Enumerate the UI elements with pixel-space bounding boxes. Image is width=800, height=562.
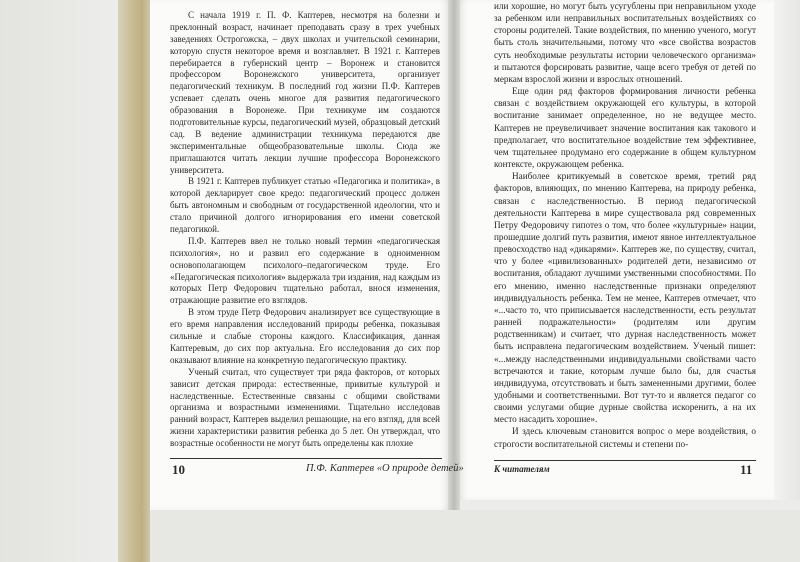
scan-right-margin [774,0,800,500]
left-page-text [170,10,440,450]
scan-left-shadow [0,0,130,562]
book-cover-edge [118,0,152,562]
right-paragraph-4: И здесь ключевым становится вопрос о мере воздействия, о строгости воспитательной системы и степени по- [494,426,756,449]
right-section-label: К читателям [494,464,550,474]
right-paragraph-1: или хорошие, но могут быть усугублены при неправильном уходе за ребенком или неправильных воспитательных воздействиях со стороны родителей. Такие воздействия, по мнению ученого, могут быть столь значительными, потому что «все свойства возрастов суть необходимые результаты истории человеческого организма» и пытаются форсировать развитие, чаще всего требуя от детей по меркам взрослой жизни и взрослых отношений. [494,1,756,84]
left-running-footer: П.Ф. Каптерев «О природе детей» [306,463,464,474]
right-paragraph-2: Еще один ряд факторов формирования личности ребенка связан с воздействием окружающей его культуры, в которой воспитание занимает определенное, но не ведущее место. Каптерев не преувеличивает значение воспитания как такового и предполагает, что воспитательное воздействие тем эффективнее, чем тщательнее продумано его содержание в общем культурном контексте, окружающем ребенка. [494,86,756,170]
left-paragraph-4: В этом труде Петр Федорович анализирует все существующие в его время направления исследований природы ребенка, показывая сильные и слабые стороны каждого. Классификация, данная Каптеревым, до сих пор актуальна. Его исследования до сих пор оказывают влияние на конкретную педагогическую практику. [170,307,440,365]
right-page-text [494,0,756,450]
left-paragraph-5: Ученый считал, что существует три ряда факторов, от которых зависит детская природа: естественные, привитые культурой и наследственные. Естественные связаны с общими свойствами организма и возрастными изменениями. Тщательно исследовав ранний возраст, Каптерев выделил решающие, на его взгляд, для всей жизни характеристики развития ребенка до 5 лет. Он утверждал, что возрастные особенности не могут быть определены как плохие [170,366,440,449]
right-page-number: 11 [740,462,753,477]
left-page-number: 10 [172,462,185,477]
left-paragraph-3: П.Ф. Каптерев ввел не только новый термин «педагогическая психология», но и развил его содержание в одноименном основополагающем психолого–педагогическом труде. Его «Педагогическая психология» выдержала три издания, над каждым из которых Петр Федорович тщательно работал, внося изменения, отражающие развитие его взглядов. [170,235,440,306]
scan-bottom-area [150,510,800,562]
left-footer-rule [170,458,442,459]
left-paragraph-2: В 1921 г. Каптерев публикует статью «Педагогика и политика», в которой декларирует свое кредо: педагогический процесс должен быть автономным и свободным от государственной идеологии, что и стало причиной долгого игнорирования его имени советской педагогикой. [170,176,440,235]
right-footer-rule [494,460,756,461]
book-gutter [448,0,460,512]
left-paragraph-1: С начала 1919 г. П. Ф. Каптерев, несмотря на болезни и преклонный возраст, начинает преподавать сразу в трех учебных заведениях Острогожска, – двух школах и учительской семинарии, которую спустя некоторое время и возглавляет. В 1921 г. Каптерев перебирается в губернский центр – Воронеж и становится профессором Воронежского университета, организует педагогический техникум. В последний год жизни П.Ф. Каптерев успевает сделать очень многое для развития педагогического образования в Воронеже. При техникуме им создаются подготовительные курсы, педагогический музей, образцовый детский сад. В ведение администрации техникума передаются две экспериментальные общеобразовательные школы. Сюда же приглашаются читать лекции лучшие профессора Воронежского университета. [170,10,440,175]
right-paragraph-3: Наиболее критикуемый в советское время, третий ряд факторов, влияющих, по мнению Каптерева, на природу ребенка, связан с наследственностью. В период педагогической деятельности Каптерева в мире существовала ряд современных Петру Федоровичу гипотез о том, что более «культурные» нации, прошедшие долгий путь развития, имеют явное интеллектуальное превосходство над «дикарями». Каптерев же, по существу, считал, что у более «цивилизованных» родителей дети, независимо от воспитания, обладают лучшими умственными способностями. По его мнению, именно наследственные признаки определяют индивидуальность ребенка. Тем не менее, Каптерев отмечает, что «...часто то, что приписывается наследственности, есть результат ранней подражательности» (родителям или другим родственникам) и считает, что дурная наследственность может быть исправлена педагогическим воздействием. Ученый пишет: «...между наследственными индивидуальными свойствами часто встречаются и такие, которым лучше было бы, для счастья индивидуума, отсутствовать и быть замененными другими, более удобными и соответственными. Вот тут-то и является педагог со своими услугами общие дурные свойства искоренить, а на их место насадить хорошие». [494,171,756,425]
